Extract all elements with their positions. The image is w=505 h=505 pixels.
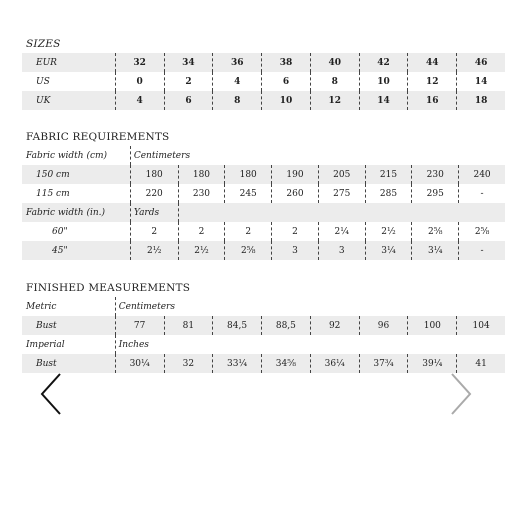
row-label: Metric — [26, 301, 57, 312]
cell: 12 — [310, 91, 359, 110]
sizes-title: SIZES — [26, 38, 61, 50]
cell: - — [459, 184, 505, 203]
table-row — [22, 316, 505, 335]
unit-label: Inches — [115, 335, 505, 354]
chevron-left-icon — [38, 372, 64, 416]
row-label: Bust — [22, 316, 115, 335]
cell: 81 — [164, 316, 213, 335]
row-label: 60" — [52, 226, 68, 237]
cell: 4 — [213, 72, 262, 91]
cell: 16 — [408, 91, 457, 110]
cell: 2¼ — [318, 222, 365, 241]
row-label: Fabric width (cm) — [26, 150, 108, 161]
unit-label: Centimeters — [115, 297, 505, 316]
finished-table — [22, 297, 505, 373]
cell: 2 — [178, 222, 225, 241]
table-row — [22, 146, 505, 165]
cell: 180 — [178, 165, 225, 184]
chevron-right-icon — [448, 372, 474, 416]
table-row — [22, 184, 505, 203]
cell: 34 — [164, 53, 213, 72]
cell: 240 — [459, 165, 505, 184]
cell: 6 — [262, 72, 311, 91]
table-row — [22, 241, 505, 260]
prev-button[interactable] — [38, 372, 64, 416]
cell: 104 — [457, 316, 505, 335]
cell: 2 — [272, 222, 319, 241]
cell: 36¼ — [310, 354, 359, 373]
cell: 12 — [408, 72, 457, 91]
table-row — [22, 91, 505, 110]
cell: 42 — [359, 53, 408, 72]
cell: 2⅝ — [459, 222, 505, 241]
empty-cell — [459, 203, 505, 222]
cell: 2⅝ — [225, 241, 272, 260]
cell: 77 — [115, 316, 164, 335]
row-label: UK — [22, 91, 115, 110]
cell: 18 — [457, 91, 505, 110]
cell: 33¼ — [213, 354, 262, 373]
empty-cell — [178, 203, 225, 222]
empty-cell — [225, 203, 272, 222]
next-button[interactable] — [448, 372, 474, 416]
cell: 2⅝ — [412, 222, 459, 241]
cell: 260 — [272, 184, 319, 203]
cell: 6 — [164, 91, 213, 110]
row-label: Bust — [22, 354, 115, 373]
cell: 14 — [359, 91, 408, 110]
cell: 10 — [359, 72, 408, 91]
empty-cell — [318, 203, 365, 222]
table-row — [22, 297, 505, 316]
cell: 46 — [457, 53, 505, 72]
table-row — [22, 165, 505, 184]
cell: 2 — [164, 72, 213, 91]
cell: 40 — [310, 53, 359, 72]
row-label: 150 cm — [22, 165, 130, 184]
row-label: 115 cm — [36, 188, 70, 199]
cell: 8 — [310, 72, 359, 91]
cell: 39¼ — [408, 354, 457, 373]
cell: 36 — [213, 53, 262, 72]
finished-title: FINISHED MEASUREMENTS — [26, 282, 191, 294]
cell: 3 — [318, 241, 365, 260]
cell: 44 — [408, 53, 457, 72]
table-row — [22, 335, 505, 354]
cell: 34⅝ — [261, 354, 310, 373]
cell: 14 — [457, 72, 505, 91]
table-row — [22, 222, 505, 241]
table-row — [22, 72, 505, 91]
cell: 96 — [359, 316, 408, 335]
cell: 88,5 — [261, 316, 310, 335]
row-label: 45" — [22, 241, 130, 260]
cell: 2 — [130, 222, 178, 241]
cell: 10 — [262, 91, 311, 110]
cell: 230 — [178, 184, 225, 203]
cell: 30¼ — [115, 354, 164, 373]
cell: 3 — [272, 241, 319, 260]
cell: 92 — [310, 316, 359, 335]
row-label: US — [36, 76, 50, 87]
cell: 3¼ — [365, 241, 412, 260]
unit-label: Centimeters — [130, 146, 505, 165]
cell: 2½ — [178, 241, 225, 260]
cell: 275 — [318, 184, 365, 203]
table-row — [22, 53, 505, 72]
cell: 41 — [457, 354, 505, 373]
cell: 190 — [272, 165, 319, 184]
cell: 215 — [365, 165, 412, 184]
fabric-table — [22, 146, 505, 260]
unit-label: Yards — [130, 203, 178, 222]
cell: 4 — [115, 91, 164, 110]
cell: 100 — [408, 316, 457, 335]
cell: 3¼ — [412, 241, 459, 260]
cell: 285 — [365, 184, 412, 203]
cell: 32 — [164, 354, 213, 373]
cell: - — [459, 241, 505, 260]
cell: 180 — [130, 165, 178, 184]
row-label: EUR — [22, 53, 115, 72]
cell: 180 — [225, 165, 272, 184]
cell: 38 — [262, 53, 311, 72]
cell: 2½ — [365, 222, 412, 241]
cell: 245 — [225, 184, 272, 203]
table-row — [22, 203, 505, 222]
cell: 2½ — [130, 241, 178, 260]
cell: 220 — [130, 184, 178, 203]
cell: 32 — [115, 53, 164, 72]
cell: 2 — [225, 222, 272, 241]
cell: 230 — [412, 165, 459, 184]
row-label: Imperial — [26, 339, 65, 350]
empty-cell — [412, 203, 459, 222]
cell: 205 — [318, 165, 365, 184]
empty-cell — [272, 203, 319, 222]
cell: 37¾ — [359, 354, 408, 373]
row-label: Fabric width (in.) — [22, 203, 130, 222]
cell: 0 — [115, 72, 164, 91]
cell: 8 — [213, 91, 262, 110]
empty-cell — [365, 203, 412, 222]
table-row — [22, 354, 505, 373]
cell: 295 — [412, 184, 459, 203]
fabric-title: FABRIC REQUIREMENTS — [26, 131, 170, 143]
cell: 84,5 — [213, 316, 262, 335]
sizes-table — [22, 53, 505, 110]
